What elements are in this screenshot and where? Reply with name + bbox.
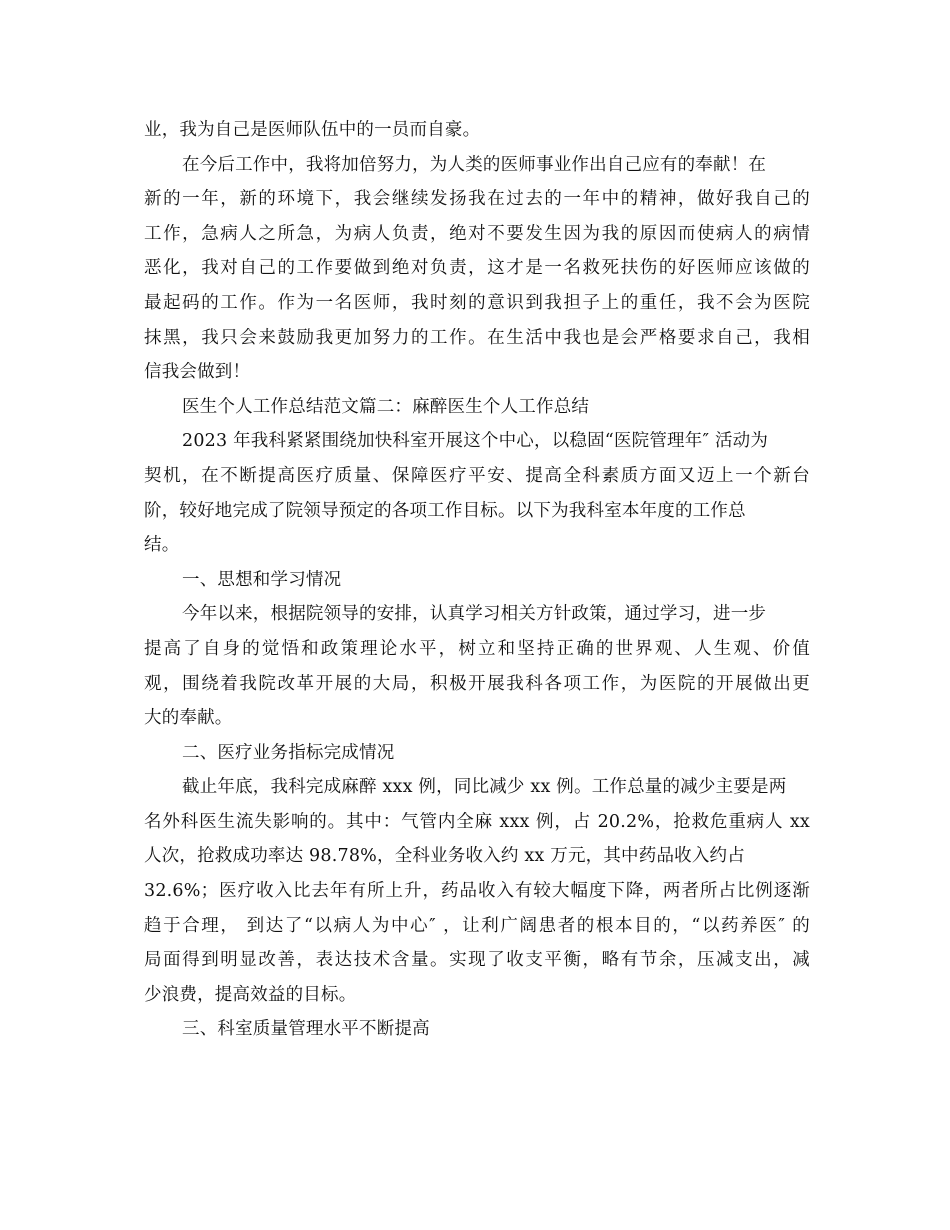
text-line: 名外科医生流失影响的。其中：气管内全麻 xxx 例，占 20.2%，抢救危重病人 xx (144, 811, 810, 832)
text-line: 截止年底，我科完成麻醉 xxx 例，同比减少 xx 例。工作总量的减少主要是两 (182, 777, 787, 798)
text-line: 提高了自身的觉悟和政策理论水平，树立和坚持正确的世界观、人生观、价值 (144, 638, 810, 659)
text-line: 抹黑，我只会来鼓励我更加努力的工作。在生活中我也是会严格要求自己，我相 (144, 327, 810, 348)
section-title: 医生个人工作总结范文篇二：麻醉医生个人工作总结 (182, 396, 590, 417)
text-line: 结。 (144, 535, 180, 556)
text-line: 业，我为自己是医师队伍中的一员而自豪。 (144, 120, 481, 140)
text-line: 观，围绕着我院改革开展的大局，积极开展我科各项工作，为医院的开展做出更 (144, 673, 810, 694)
text-line: 人次，抢救成功率达 98.78%，全科业务收入约 xx 万元，其中药品收入约占 (144, 846, 745, 867)
text-line: 新的一年，新的环境下，我会继续发扬我在过去的一年中的精神，做好我自己的 (144, 189, 810, 210)
text-line: 在今后工作中，我将加倍努力，为人类的医师事业作出自己应有的奉献！在 (182, 154, 767, 175)
text-line: 最起码的工作。作为一名医师，我时刻的意识到我担子上的重任，我不会为医院 (144, 292, 810, 313)
text-line: 工作，急病人之所急，为病人负责，绝对不要发生因为我的原因而使病人的病情 (144, 223, 810, 244)
text-line: 局面得到明显改善，表达技术含量。实现了收支平衡，略有节余，压减支出，减 (144, 950, 810, 971)
text-line: 今年以来，根据院领导的安排，认真学习相关方针政策，通过学习，进一步 (182, 604, 767, 625)
text-line: 少浪费，提高效益的目标。 (144, 984, 357, 1005)
section-heading: 一、思想和学习情况 (182, 569, 342, 590)
text-line: 信我会做到！ (144, 362, 251, 383)
text-line: 大的奉献。 (144, 708, 233, 729)
document-page (144, 113, 810, 1047)
text-line: 阶，较好地完成了院领导预定的各项工作目标。以下为我科室本年度的工作总 (144, 500, 746, 521)
text-line: 恶化，我对自己的工作要做到绝对负责，这才是一名救死扶伤的好医师应该做的 (144, 258, 810, 279)
text-line: 趋于合理， 到达了“以病人为中心″ ，让利广阔患者的根本目的，“以药养医″ 的 (144, 915, 810, 936)
text-line: 2023 年我科紧紧围绕加快科室开展这个中心，以稳固“医院管理年″ 活动为 (182, 431, 769, 452)
section-heading: 二、医疗业务指标完成情况 (182, 742, 395, 763)
text-line: 契机，在不断提高医疗质量、保障医疗平安、提高全科素质方面又迈上一个新台 (144, 465, 810, 486)
text-line: 32.6%；医疗收入比去年有所上升，药品收入有较大幅度下降，两者所占比例逐渐 (144, 881, 810, 902)
section-heading: 三、科室质量管理水平不断提高 (182, 1019, 430, 1040)
